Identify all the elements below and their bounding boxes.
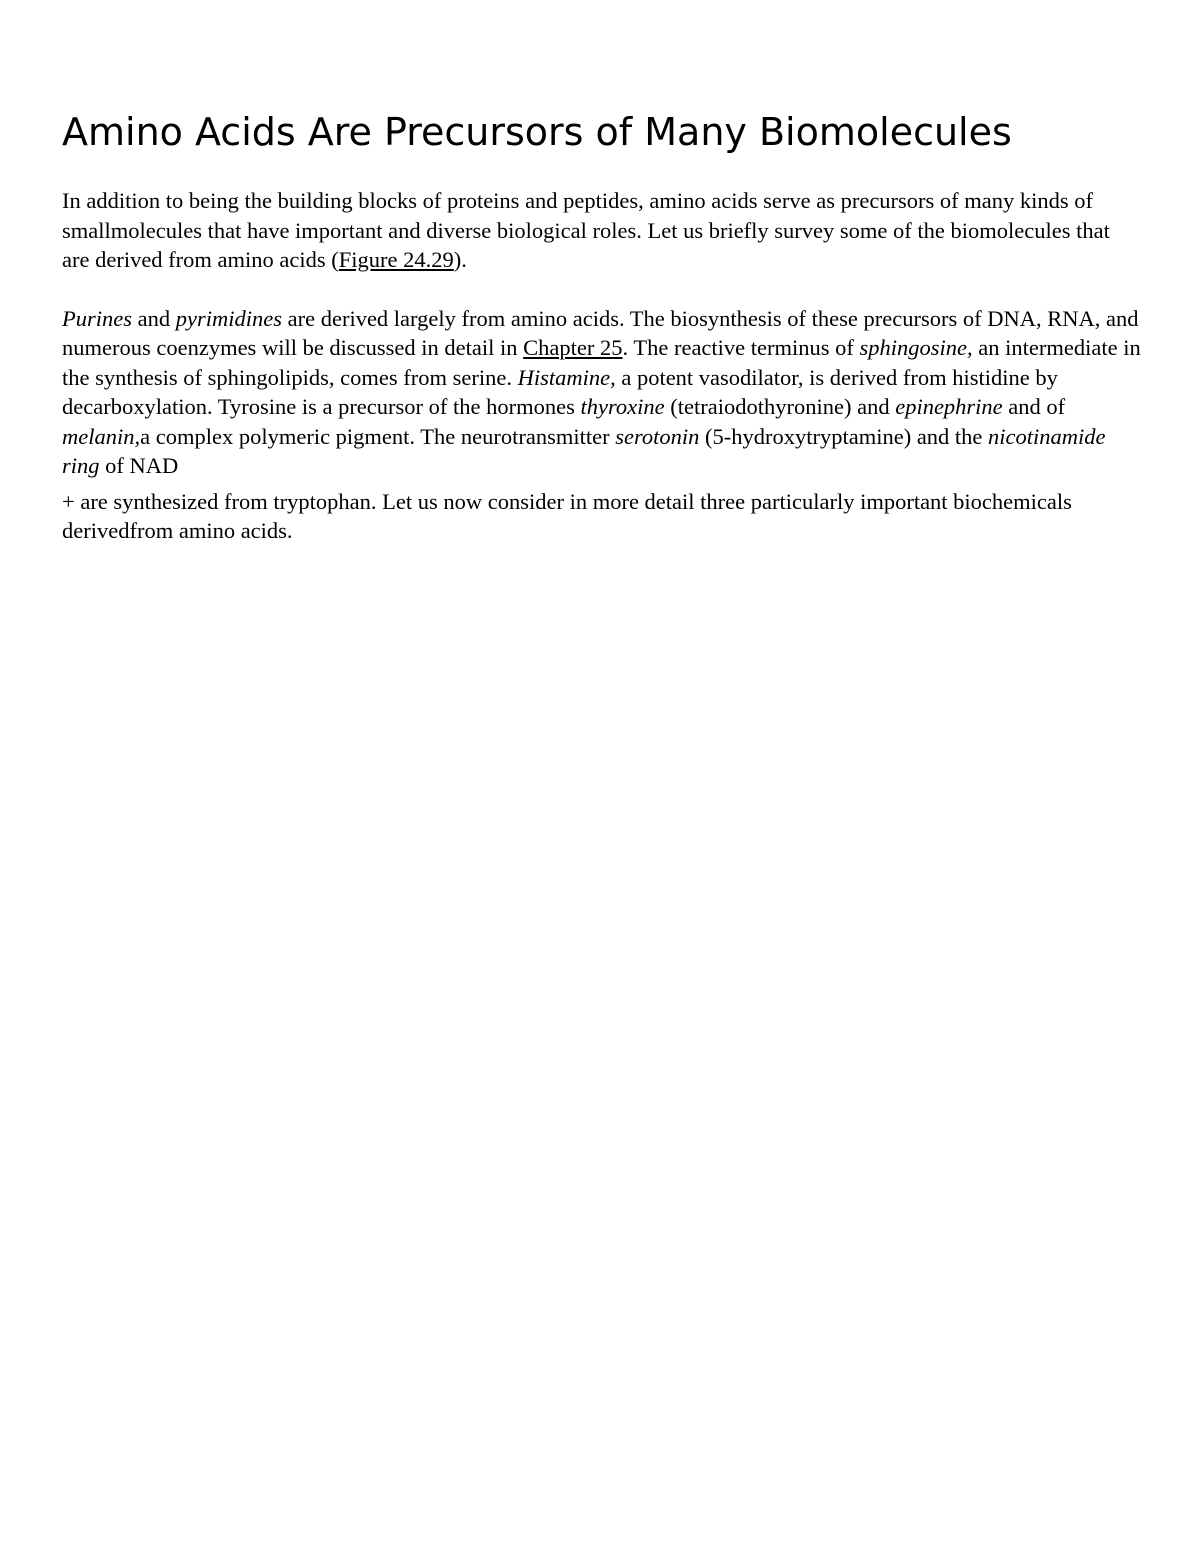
text-segment: of NAD [99,453,179,478]
term-histamine: Histamine, [517,364,616,390]
chapter-link[interactable]: Chapter 25 [523,335,623,360]
term-purines: Purines [62,305,132,331]
term-melanin: melanin, [62,423,141,449]
term-pyrimidines: pyrimidines [175,305,282,331]
figure-link[interactable]: Figure 24.29 [338,247,454,272]
text-segment: . The reactive terminus of [622,335,860,360]
text-segment: and [132,305,176,331]
text-segment: an intermediate in the synthesis of sphingolipids, comes from serine. [62,335,1141,390]
text-segment: (5-hydroxytryptamine) and the [699,423,989,449]
text-segment: (tetraiodothyronine) and [664,394,896,419]
nad-continuation [62,487,1142,546]
term-serotonin: serotonin [615,423,700,449]
term-nicotinamide-ring: nicotinamide ring [62,423,1106,478]
intro-text: In addition to being the building blocks of proteins and peptides, amino acids serve as precursors of many kinds of smallmolecules that have important and diverse biological roles. Let us briefly survey some of the biomolecules that are derived from amino acids ( [62,188,1110,272]
document-page [62,108,1142,546]
text-segment: are synthesized from tryptophan. Let us now consider in more detail three particularly important biochemicals derivedfrom amino acids. [62,488,1072,543]
paragraph-precursors [62,304,1142,546]
text-segment: are derived largely from amino acids. The biosynthesis of these precursors of DNA, RNA, and numerous coenzymes will be discussed in detail in [62,305,1139,360]
term-epinephrine: epinephrine [895,394,1003,419]
text-segment: and of [1002,394,1066,419]
text-segment: a complex polymeric pigment. The neurotransmitter [140,423,616,449]
intro-text-end: ). [453,247,467,272]
page-title: Amino Acids Are Precursors of Many Biomolecules [62,110,1012,154]
term-thyroxine: thyroxine [580,394,665,419]
term-sphingosine: sphingosine, [859,335,973,360]
paragraph-intro [62,186,1142,275]
text-segment: a potent vasodilator, is derived from histidine by decarboxylation. Tyrosine is a precursor of the hormones [62,364,1058,419]
superscript-plus: + [62,488,75,514]
